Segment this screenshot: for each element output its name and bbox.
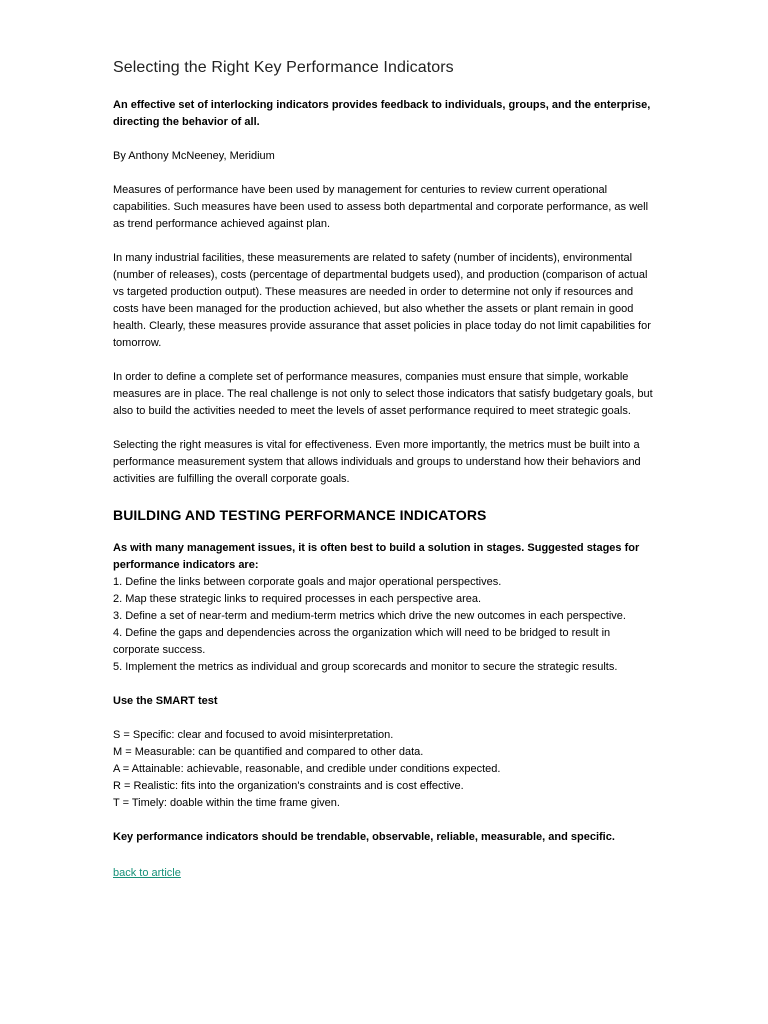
list-item: S = Specific: clear and focused to avoid misinterpretation. xyxy=(113,729,394,741)
byline: By Anthony McNeeney, Meridium xyxy=(113,150,275,162)
closing-statement: Key performance indicators should be trendable, observable, reliable, measurable, and specific. xyxy=(113,831,615,843)
article-lead: An effective set of interlocking indicators provides feedback to individuals, groups, and the enterprise, directing the behavior of all. xyxy=(113,99,651,128)
paragraph: In order to define a complete set of performance measures, companies must ensure that simple, workable measures are in place. The real challenge is not only to select those indicators that satisfy budgetary goals, but also to build the activities needed to meet the levels of asset performance required to meet strategic goals. xyxy=(113,371,653,417)
list-item: A = Attainable: achievable, reasonable, and credible under conditions expected. xyxy=(113,763,501,775)
back-to-article-link[interactable]: back to article xyxy=(113,867,181,879)
list-item: R = Realistic: fits into the organization's constraints and is cost effective. xyxy=(113,780,464,792)
paragraph: Selecting the right measures is vital for effectiveness. Even more importantly, the metrics must be built into a performance measurement system that allows individuals and groups to understand how their behaviors and activities are fulfilling the overall corporate goals. xyxy=(113,439,641,485)
article xyxy=(113,56,658,882)
list-item: 4. Define the gaps and dependencies across the organization which will need to be bridged to result in corporate success. xyxy=(113,627,611,656)
smart-heading: Use the SMART test xyxy=(113,695,218,707)
list-item: 3. Define a set of near-term and medium-term metrics which drive the new outcomes in each perspective. xyxy=(113,610,626,622)
stages-intro: As with many management issues, it is often best to build a solution in stages. Suggested stages for performance indicators are: xyxy=(113,542,640,571)
smart-list xyxy=(113,727,658,812)
paragraph: In many industrial facilities, these measurements are related to safety (number of incidents), environmental (number of releases), costs (percentage of departmental budgets used), and production (comparison of actual vs targeted production output). These measures are needed in order to determine not only if resources and costs have been managed for the production achieved, but also whether the assets or plant remain in good health. Clearly, these measures provide assurance that asset policies in place today do not limit capabilities for tomorrow. xyxy=(113,252,651,349)
list-item: T = Timely: doable within the time frame given. xyxy=(113,797,340,809)
paragraph: Measures of performance have been used by management for centuries to review current operational capabilities. Such measures have been used to assess both departmental and corporate performance, as well as trend performance achieved against plan. xyxy=(113,184,649,230)
list-item: M = Measurable: can be quantified and compared to other data. xyxy=(113,746,424,758)
list-item: 5. Implement the metrics as individual and group scorecards and monitor to secure the strategic results. xyxy=(113,661,618,673)
stages-list xyxy=(113,574,658,676)
section-heading: BUILDING AND TESTING PERFORMANCE INDICATORS xyxy=(113,507,487,523)
list-item: 1. Define the links between corporate goals and major operational perspectives. xyxy=(113,576,502,588)
list-item: 2. Map these strategic links to required processes in each perspective area. xyxy=(113,593,482,605)
page-title: Selecting the Right Key Performance Indicators xyxy=(113,59,454,76)
